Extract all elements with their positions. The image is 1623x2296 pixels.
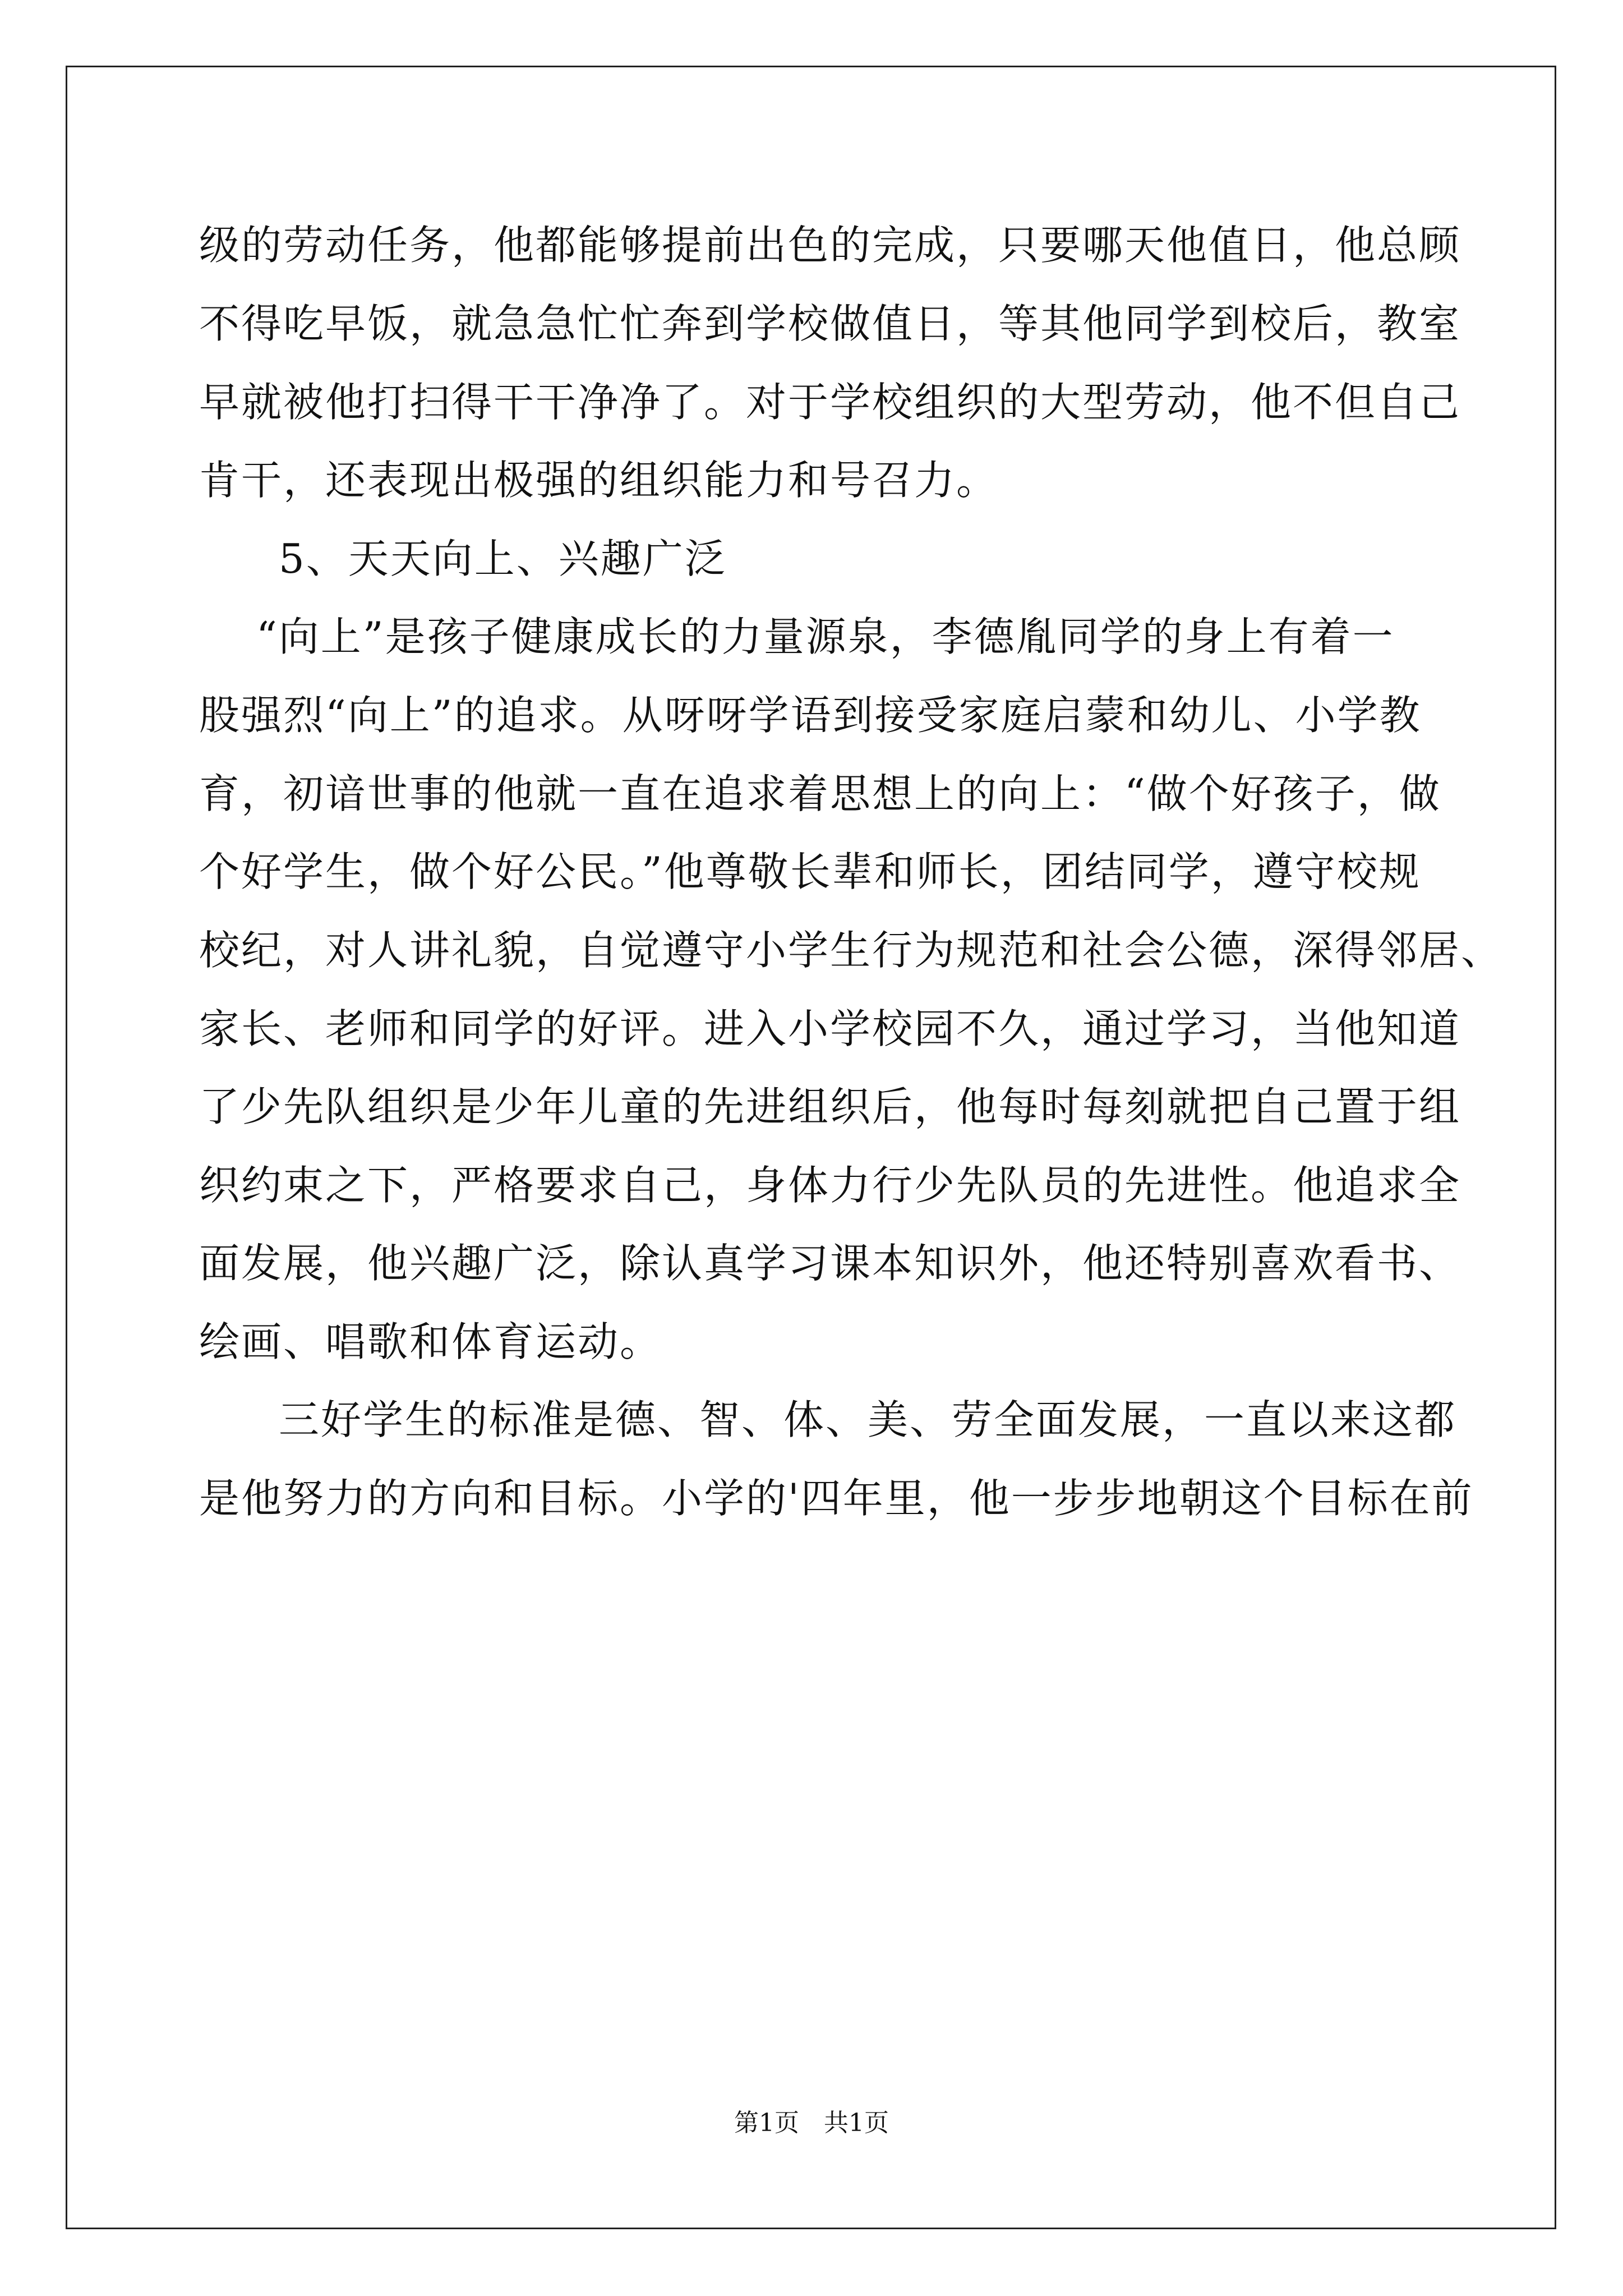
text-line-8: 育，初谙世事的他就一直在追求着思想上的向上：“做个好孩子，做 xyxy=(199,770,1441,817)
text-line-13: 织约束之下，严格要求自己，身体力行少先队员的先进性。他追求全 xyxy=(199,1162,1461,1209)
text-line-6: “向上”是孩子健康成长的力量源泉，李德胤同学的身上有着一 xyxy=(256,613,1395,660)
text-line-17: 是他努力的方向和目标。小学的'四年里，他一步步地朝这个目标在前 xyxy=(199,1475,1474,1522)
text-line-1: 级的劳动任务，他都能够提前出色的完成，只要哪天他值日，他总顾 xyxy=(199,222,1461,269)
page-number-footer: 第1页 共1页 xyxy=(734,2109,889,2137)
text-line-3: 早就被他打扫得干干净净了。对于学校组织的大型劳动，他不但自己 xyxy=(199,379,1461,426)
section-heading: 5、天天向上、兴趣广泛 xyxy=(279,535,727,582)
text-line-2: 不得吃早饭，就急急忙忙奔到学校做值日，等其他同学到校后，教室 xyxy=(199,300,1461,347)
text-line-16: 三好学生的标准是德、智、体、美、劳全面发展，一直以来这都 xyxy=(279,1396,1457,1443)
text-line-7: 股强烈“向上”的追求。从呀呀学语到接受家庭启蒙和幼儿、小学教 xyxy=(199,692,1422,739)
text-line-10: 校纪，对人讲礼貌，自觉遵守小学生行为规范和社会公德，深得邻居、 xyxy=(199,927,1504,974)
text-line-9: 个好学生，做个好公民。”他尊敬长辈和师长，团结同学，遵守校规 xyxy=(199,848,1421,895)
text-line-14: 面发展，他兴趣广泛，除认真学习课本知识外，他还特别喜欢看书、 xyxy=(199,1240,1461,1287)
text-line-15: 绘画、唱歌和体育运动。 xyxy=(199,1318,662,1365)
text-line-12: 了少先队组织是少年儿童的先进组织后，他每时每刻就把自己置于组 xyxy=(199,1083,1461,1130)
text-line-11: 家长、老师和同学的好评。进入小学校园不久，通过学习，当他知道 xyxy=(199,1005,1461,1052)
text-line-4: 肯干，还表现出极强的组织能力和号召力。 xyxy=(199,457,999,504)
